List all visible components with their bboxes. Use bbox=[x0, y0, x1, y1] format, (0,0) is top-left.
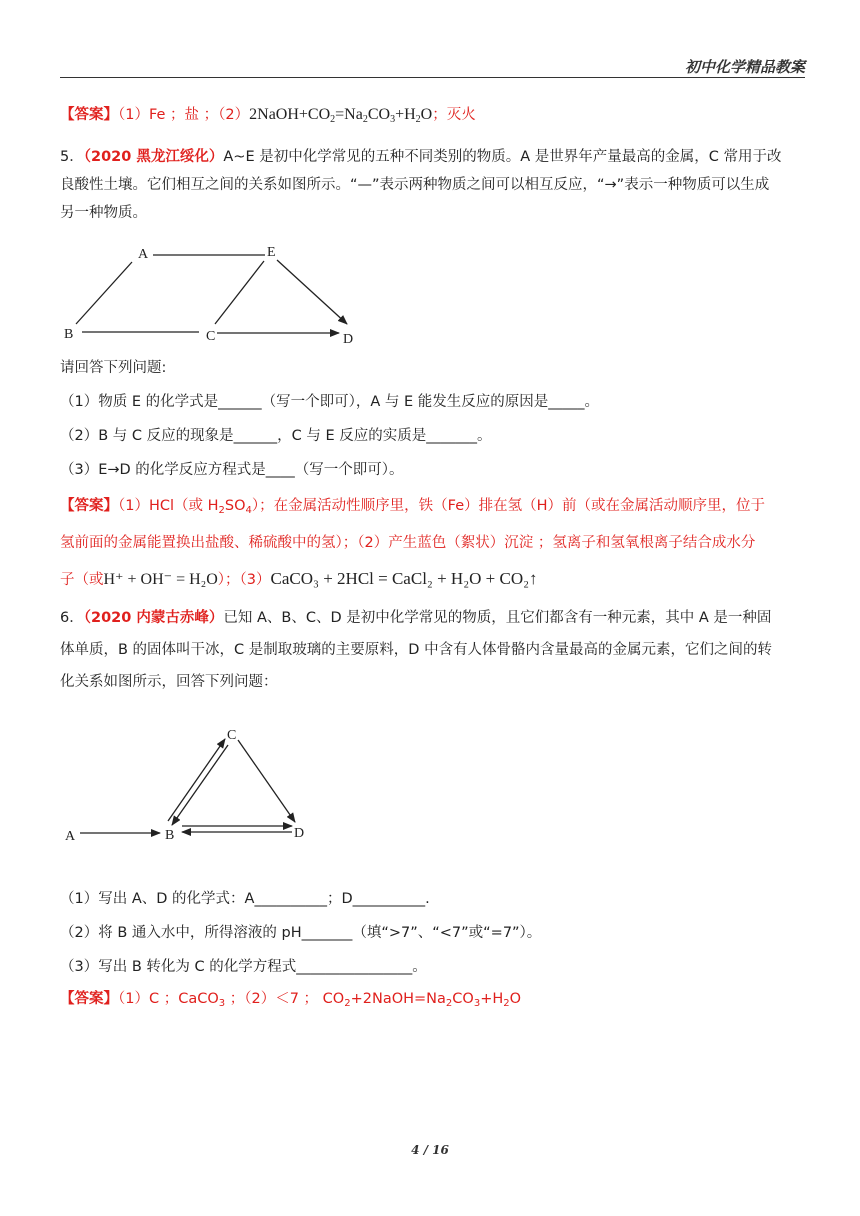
arrow-c-d bbox=[238, 740, 295, 822]
q5-answer-eq2: CaCO₃ + 2HCl = CaCl₂ + H₂O + CO₂↑ bbox=[270, 569, 538, 588]
edge-a-b bbox=[76, 262, 132, 324]
q6-answer: 【答案】（1）C ；CaCO$_3$ ；（2）＜7 ； $CO_2+2NaOH=Na_2CO_3+H_2O$ bbox=[60, 991, 522, 1009]
q6-line2: 体单质，B 的固体叫干冰，C 是制取玻璃的主要原料，D 中含有人体骨骼内含量最高的金属元素，它们之间的转 bbox=[60, 642, 773, 658]
header-rule bbox=[60, 77, 805, 78]
q5-line2: 良酸性土壤。它们相互之间的关系如图所示。“—”表示两种物质之间可以相互反应，“→”表示一种物质可以生成 bbox=[60, 177, 770, 193]
q6-line3: 化关系如图所示，回答下列问题： bbox=[60, 674, 278, 690]
q5-sub2: （2）B 与 C 反应的现象是______，C 与 E 反应的实质是_______。 bbox=[60, 428, 492, 444]
answer-part1: （1）Fe ；盐 ；（2） bbox=[118, 107, 250, 123]
q6-line1: 已知 A、B、C、D 是初中化学常见的物质，且它们都含有一种元素，其中 A 是一种固 bbox=[223, 610, 772, 626]
header-title: 初中化学精品教案 bbox=[684, 58, 805, 76]
q6-questions bbox=[60, 885, 805, 981]
question-6-text bbox=[60, 602, 805, 698]
answer-tail: ；灭火 bbox=[432, 107, 476, 123]
q6-sub1: （1）写出 A、D 的化学式：A__________；D__________. bbox=[60, 891, 430, 907]
q5-line1: A~E 是初中化学常见的五种不同类别的物质。A 是世界年产量最高的金属，C 常用于改 bbox=[223, 149, 782, 165]
q5-answer-tag: 【答案】 bbox=[60, 498, 118, 514]
q5-prompt: 请回答下列问题: bbox=[60, 360, 167, 376]
node-d: D bbox=[294, 826, 305, 841]
node-e: E bbox=[267, 245, 276, 260]
node-a: A bbox=[138, 247, 149, 262]
q6-source: （2020 内蒙古赤峰） bbox=[83, 610, 224, 626]
arrow-c-b bbox=[172, 745, 228, 825]
q6-answer-tag: 【答案】 bbox=[60, 991, 118, 1007]
answer-tag: 【答案】 bbox=[60, 107, 118, 123]
q5-answer-eq1: H⁺ + OH⁻ = H₂O bbox=[103, 571, 218, 588]
q5-line3: 另一种物质。 bbox=[60, 205, 147, 221]
edge-e-c bbox=[215, 261, 264, 324]
q6-sub2: （2）将 B 通入水中，所得溶液的 pH_______（填“>7”、“<7”或“=7”）。 bbox=[60, 925, 542, 941]
q5-source: （2020 黑龙江绥化） bbox=[83, 149, 224, 165]
arrow-e-d bbox=[277, 260, 347, 324]
q5-sub1: （1）物质 E 的化学式是______（写一个即可），A 与 E 能发生反应的原因是_____。 bbox=[60, 394, 600, 410]
answer-equation: $2NaOH+CO_2=Na_2CO_3+H_2O$ bbox=[249, 106, 433, 125]
q6-diagram bbox=[60, 720, 320, 848]
q6-number: 6． bbox=[60, 610, 84, 626]
node-b: B bbox=[165, 828, 175, 843]
q5-questions bbox=[60, 354, 805, 484]
q5-answer-line2: 氢前面的金属能置换出盐酸、稀硫酸中的氢）；（2）产生蓝色（絮状）沉淀 ；氢离子和氢氧根离子结合成水分 bbox=[60, 535, 756, 551]
answer-prev bbox=[60, 101, 805, 134]
node-a: A bbox=[65, 829, 76, 844]
page-number: 4 / 16 bbox=[411, 1143, 449, 1157]
arrow-b-c bbox=[168, 739, 225, 821]
q5-sub3: （3）E→D 的化学反应方程式是____（写一个即可）。 bbox=[60, 462, 404, 478]
node-d: D bbox=[343, 332, 354, 347]
q5-number: 5． bbox=[60, 149, 84, 165]
q5-answer: 【答案】（1）HCl（或 $H_2SO_4$）；在金属活动性顺序里，铁（Fe）排在氢（H）前（或在金属活动顺序里，位于 氢前面的金属能置换出盐酸、稀硫酸中的氢）；（2）产生蓝色（絮状）沉淀 ；氢离子和氢氧根离子结合成水分 子（或H⁺ + OH⁻ = H₂O）；（3）CaCO₃ + 2HCl = CaCl₂ + H₂O + CO₂↑ bbox=[60, 490, 805, 596]
q5-diagram bbox=[60, 238, 360, 350]
question-5-text bbox=[60, 143, 805, 227]
node-b: B bbox=[64, 327, 74, 342]
node-c: C bbox=[206, 329, 216, 344]
node-c: C bbox=[227, 728, 237, 743]
q6-sub3: （3）写出 B 转化为 C 的化学方程式________________。 bbox=[60, 959, 427, 975]
